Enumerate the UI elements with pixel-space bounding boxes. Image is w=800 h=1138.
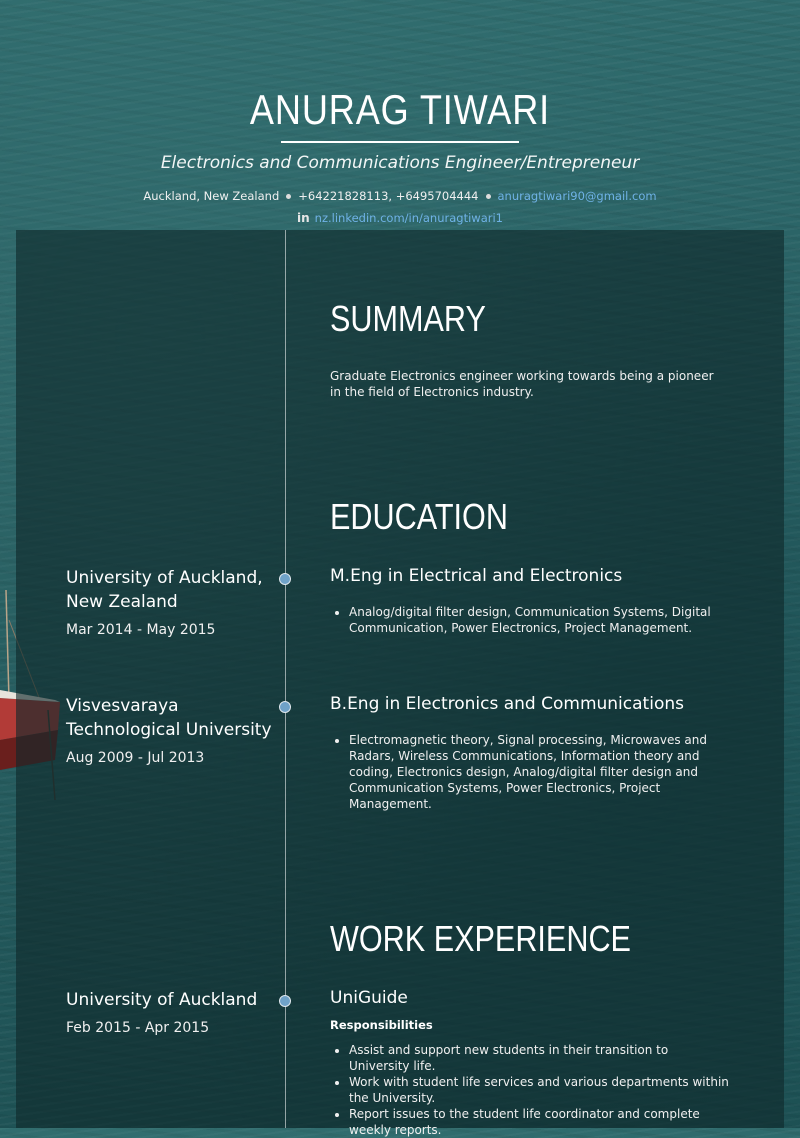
- separator-dot: [486, 194, 491, 199]
- phone-text: +64221828113, +6495704444: [298, 189, 479, 203]
- name-underline: [281, 141, 519, 143]
- education-heading: EDUCATION: [330, 496, 508, 537]
- employer-name: University of Auckland: [66, 990, 258, 1010]
- education-entry-left: [66, 566, 276, 638]
- work-heading: WORK EXPERIENCE: [330, 918, 631, 959]
- email-link[interactable]: anuragtiwari90@gmail.com: [497, 189, 657, 203]
- responsibilities-label: Responsibilities: [330, 1018, 433, 1032]
- list-item: • Assist and support new students in their transition to University life.: [349, 1042, 730, 1074]
- work-entry-left: [66, 988, 276, 1036]
- work-dates: Feb 2015 - Apr 2015: [66, 1020, 210, 1036]
- education-entry-left: [66, 694, 276, 766]
- linkedin-line: [0, 211, 800, 225]
- candidate-name: ANURAG TIWARI: [249, 86, 551, 133]
- education-dates: Mar 2014 - May 2015: [66, 622, 216, 638]
- timeline-marker: [279, 573, 291, 585]
- resume-header: [0, 0, 800, 230]
- degree-title: M.Eng in Electrical and Electronics: [330, 566, 623, 586]
- summary-heading: SUMMARY: [330, 298, 486, 339]
- contact-line: [0, 189, 800, 203]
- summary-text: Graduate Electronics engineer working towards being a pioneer in the field of Electronics industry.: [330, 369, 714, 399]
- list-item: • Analog/digital filter design, Communication Systems, Digital Communication, Power Electronics, Project Management.: [349, 604, 730, 636]
- job-title: UniGuide: [330, 988, 408, 1008]
- institution-name: Visvesvaraya Technological University: [66, 696, 272, 740]
- list-item: • Work with student life services and various departments within the University.: [349, 1074, 730, 1106]
- linkedin-link[interactable]: nz.linkedin.com/in/anuragtiwari1: [314, 211, 503, 225]
- timeline-marker: [279, 995, 291, 1007]
- separator-dot: [286, 194, 291, 199]
- education-entry-right: [330, 694, 730, 812]
- location-text: Auckland, New Zealand: [143, 189, 280, 203]
- institution-name: University of Auckland, New Zealand: [66, 568, 263, 612]
- list-item: • Report issues to the student life coordinator and complete weekly reports.: [349, 1106, 730, 1138]
- degree-bullets: [330, 604, 730, 636]
- degree-title: B.Eng in Electronics and Communications: [330, 694, 684, 714]
- education-entry-right: [330, 566, 730, 636]
- timeline-marker: [279, 701, 291, 713]
- education-dates: Aug 2009 - Jul 2013: [66, 750, 205, 766]
- degree-bullets: [330, 732, 730, 812]
- work-entry-right: [330, 988, 730, 1138]
- responsibility-bullets: [330, 1042, 730, 1138]
- candidate-tagline: Electronics and Communications Engineer/Entrepreneur: [160, 153, 640, 173]
- linkedin-icon: in: [297, 211, 310, 225]
- timeline-line: [285, 230, 286, 1128]
- list-item: • Electromagnetic theory, Signal processing, Microwaves and Radars, Wireless Communications, Information theory and coding, Electronics design, Analog/digital filter design and Communication Systems, Power Electronics, Project Management.: [349, 732, 730, 812]
